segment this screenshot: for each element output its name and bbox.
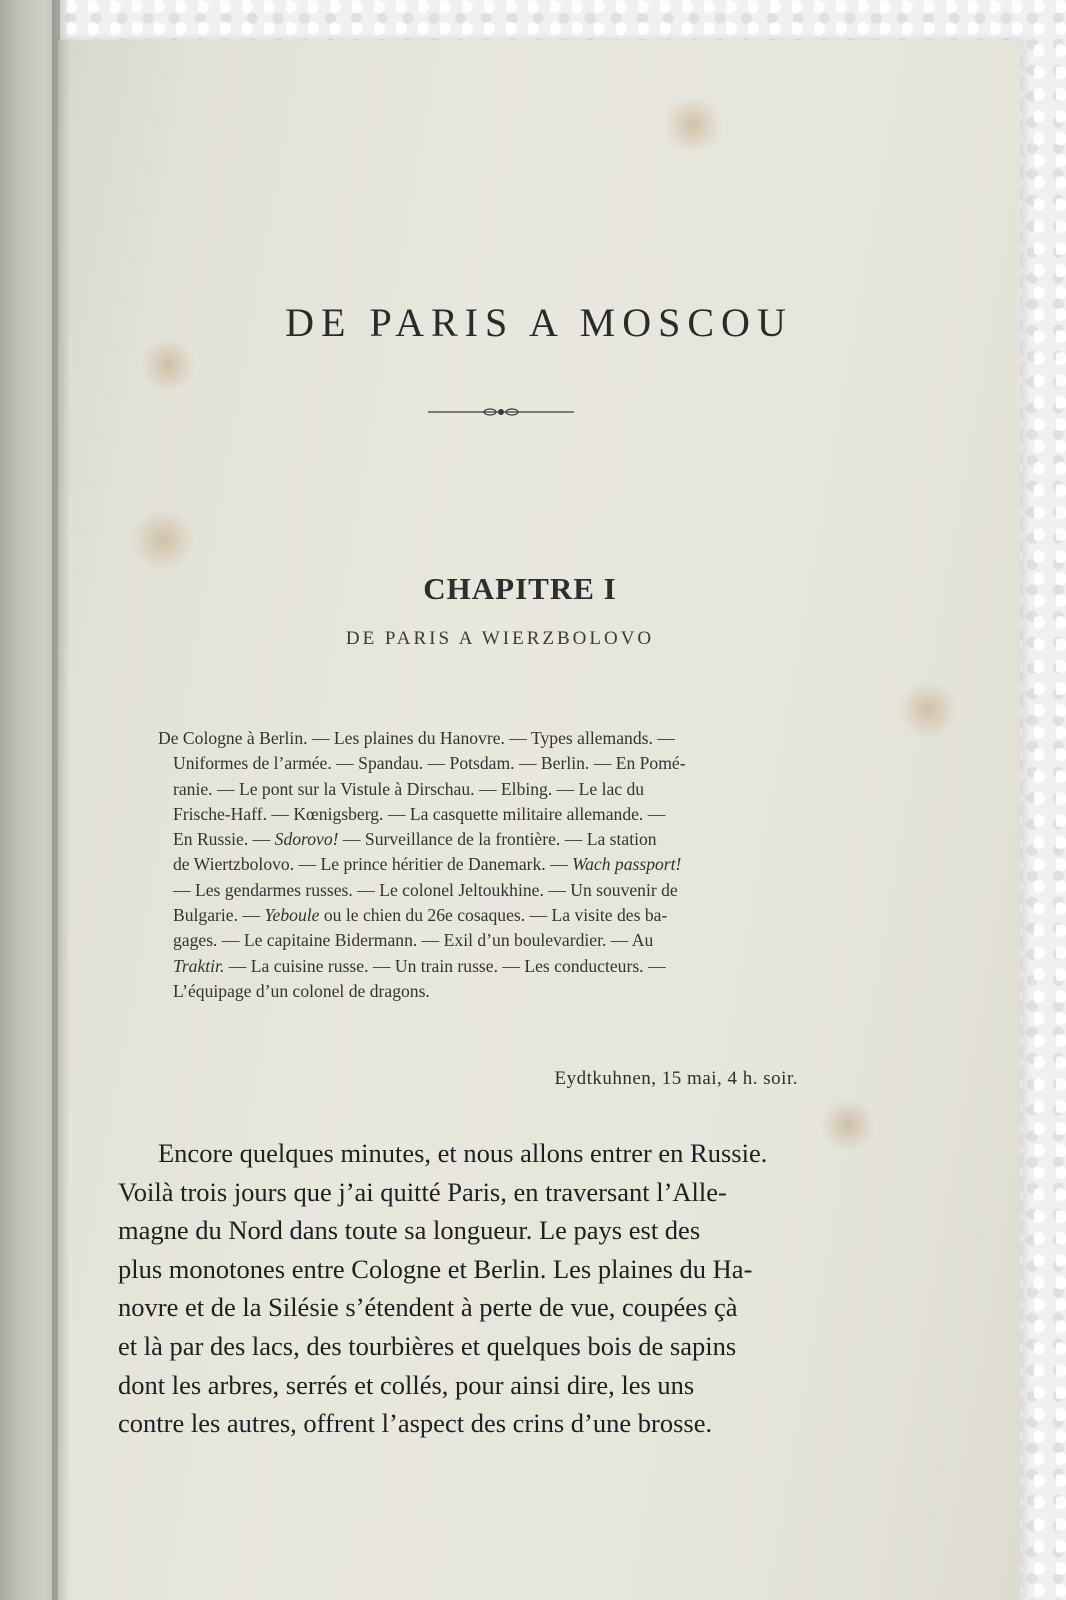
summary-text: gages. — Le capitaine Bidermann. — Exil d’un boulevardier. — Au: [173, 930, 654, 951]
page-stain: [128, 510, 198, 570]
summary-text: de Wiertzbolovo. — Le prince héritier de Danemark. —: [173, 854, 573, 875]
body-line: contre les autres, offrent l’aspect des crins d’une brosse.: [118, 1408, 713, 1439]
page-stain: [138, 340, 198, 390]
summary-text: L’équipage d’un colonel de dragons.: [173, 980, 430, 1001]
body-paragraph: [118, 1134, 842, 1443]
body-line: magne du Nord dans toute sa longueur. Le pays est des: [118, 1215, 701, 1246]
summary-italic-text: Sdorovo!: [274, 829, 339, 850]
page-stain: [658, 100, 728, 150]
book-binding: [0, 0, 60, 1600]
summary-text: Bulgarie. —: [173, 905, 265, 926]
summary-line: [158, 903, 838, 928]
summary-text: ranie. — Le pont sur la Vistule à Dirschau. — Elbing. — Le lac du: [173, 778, 645, 799]
body-line: novre et de la Silésie s’étendent à perte de vue, coupées çà: [118, 1292, 738, 1323]
summary-line: [158, 878, 838, 903]
summary-text: — La cuisine russe. — Un train russe. — Les conducteurs. —: [224, 955, 666, 976]
chapter-subtitle: DE PARIS A WIERZBOLOVO: [345, 628, 655, 649]
summary-line: [158, 928, 838, 953]
summary-italic-text: Traktir.: [173, 955, 225, 976]
summary-italic-text: Yeboule: [264, 905, 320, 926]
body-line: et là par des lacs, des tourbières et quelques bois de sapins: [118, 1330, 737, 1361]
body-line: Encore quelques minutes, et nous allons entrer en Russie.: [158, 1138, 768, 1168]
book-title: DE PARIS A MOSCOU: [285, 299, 793, 345]
body-line: plus monotones entre Cologne et Berlin. Les plaines du Ha-: [118, 1253, 753, 1284]
summary-text: En Russie. —: [173, 829, 275, 850]
summary-text: De Cologne à Berlin. — Les plaines du Hanovre. — Types allemands. —: [158, 728, 675, 748]
book-page: [58, 40, 1020, 1600]
chapter-heading: CHAPITRE I: [423, 570, 617, 606]
summary-text: — Surveillance de la frontière. — La station: [338, 829, 657, 850]
summary-line: [158, 852, 838, 877]
summary-italic-text: Wach passport!: [572, 854, 682, 875]
chapter-summary: [158, 726, 838, 1004]
summary-line: [158, 979, 838, 1004]
page-stain: [898, 680, 958, 740]
summary-line: [158, 726, 838, 751]
summary-line: [158, 777, 838, 802]
summary-line: [158, 751, 838, 776]
summary-text: Frische-Haff. — Kœnigsberg. — La casquette militaire allemande. —: [173, 803, 666, 824]
summary-line: [158, 802, 838, 827]
binding-shadow: [52, 0, 70, 1600]
summary-text: Uniformes de l’armée. — Spandau. — Potsdam. — Berlin. — En Pomé-: [173, 753, 686, 774]
body-line: dont les arbres, serrés et collés, pour ainsi dire, les uns: [118, 1369, 695, 1400]
summary-text: — Les gendarmes russes. — Le colonel Jeltoukhine. — Un souvenir de: [173, 879, 678, 900]
dateline: Eydtkuhnen, 15 mai, 4 h. soir.: [554, 1068, 798, 1089]
summary-text: ou le chien du 26e cosaques. — La visite des ba-: [319, 905, 668, 926]
ornament-divider: [428, 404, 574, 420]
summary-line: [158, 827, 838, 852]
body-line: Voilà trois jours que j’ai quitté Paris, en traversant l’Alle-: [118, 1176, 727, 1207]
summary-line: [158, 954, 838, 979]
